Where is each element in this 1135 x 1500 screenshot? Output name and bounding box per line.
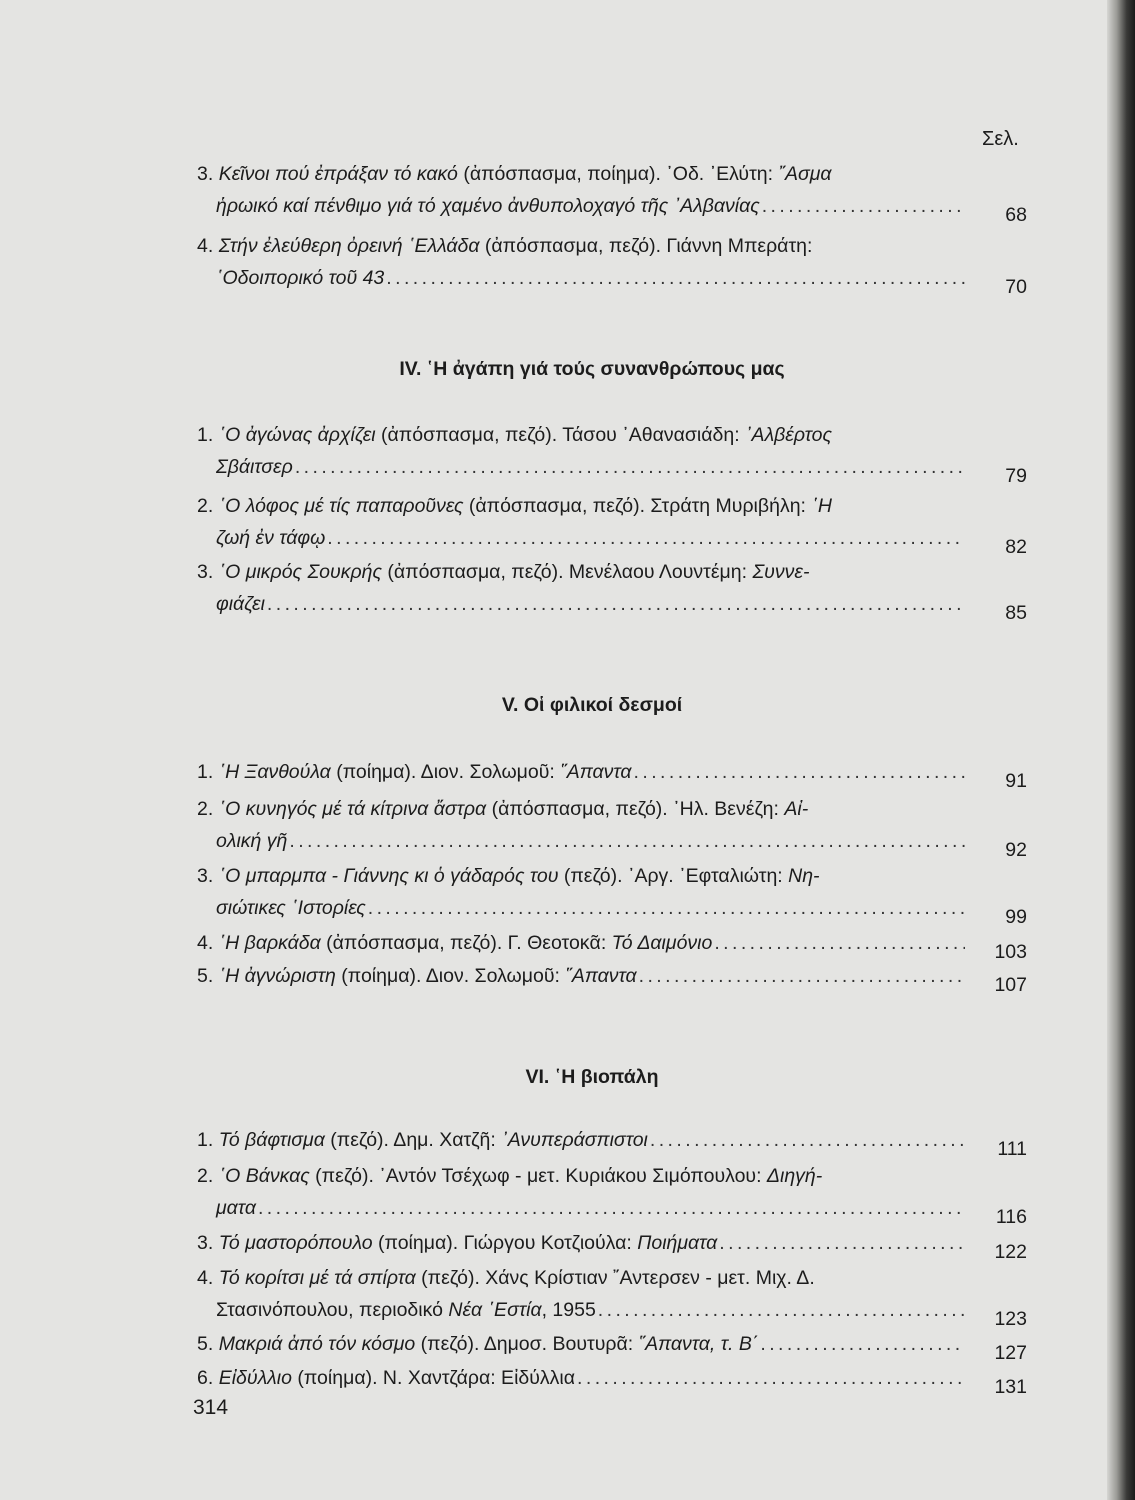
- entry-line: [197, 158, 1027, 190]
- entry-last-line: [197, 927, 1027, 963]
- book-spine-shadow: [1107, 0, 1135, 1500]
- entry-text: [216, 190, 760, 222]
- entry-text-segment: ῾Η: [811, 495, 832, 517]
- entry-text-segment: ἡρωικό καί πένθιμο γιά τό χαμένο ἀνθυπολοχαγό τῆς ᾽Αλβανίας: [216, 195, 760, 217]
- toc-entry: [197, 1262, 1027, 1330]
- entry-text-segment: Συννε-: [752, 561, 810, 583]
- entry-text-segment: 1.: [197, 424, 219, 446]
- entry-page-number: 91: [1005, 770, 1027, 792]
- entry-text-segment: φιάζει: [216, 593, 265, 615]
- entry-text-segment: ολική γῆ: [216, 830, 288, 852]
- entry-text-segment: Νέα ῾Εστία: [448, 1299, 542, 1321]
- dot-leader: [289, 825, 965, 857]
- entry-line: [197, 419, 1027, 451]
- entry-last-line: [197, 1294, 1027, 1330]
- entry-text-segment: (ἀπόσπασμα, πεζό). Γιάννη Μπεράτη:: [479, 235, 813, 257]
- entry-text-segment: ῾Η Ξανθούλα: [218, 761, 331, 783]
- entry-page-number: 127: [994, 1342, 1027, 1364]
- dot-leader: [327, 522, 965, 554]
- entry-text: [197, 756, 632, 788]
- toc-entry: [197, 793, 1027, 861]
- entry-text-segment: (πεζό). Δημοσ. Βουτυρᾶ:: [415, 1333, 639, 1355]
- entry-page-number: 99: [1005, 906, 1027, 928]
- entry-text-segment: ᾽Αλβέρτος: [745, 424, 832, 446]
- entry-text-segment: Στασινόπουλου, περιοδικό: [216, 1299, 449, 1321]
- dot-leader: [386, 262, 965, 294]
- entry-page-number: 123: [994, 1308, 1027, 1330]
- entry-text-segment: 6.: [197, 1367, 219, 1389]
- entry-text-segment: (πεζό). Δημ. Χατζῆ:: [324, 1129, 502, 1151]
- entry-last-line: [197, 756, 1027, 792]
- entry-text: [216, 588, 265, 620]
- entry-text-segment: 4.: [197, 932, 219, 954]
- dot-leader: [577, 1362, 965, 1394]
- entry-page-number: 122: [994, 1241, 1027, 1263]
- section-title: IV. ῾Η ἀγάπη γιά τούς συνανθρώπους μας: [399, 358, 785, 380]
- entry-text-segment: ῾Η ἀγνώριστη: [218, 965, 336, 987]
- entry-text-segment: 5.: [197, 1333, 219, 1355]
- entry-text: [216, 451, 293, 483]
- entry-line: [197, 1160, 1027, 1192]
- entry-text-segment: ῾Οδοιπορικό τοῦ 43: [216, 267, 385, 289]
- dot-leader: [639, 960, 965, 992]
- entry-text-segment: (ἀπόσπασμα, πεζό). Τάσου ᾽Αθανασιάδη:: [375, 424, 746, 446]
- entry-text-segment: , 1955: [541, 1299, 596, 1321]
- entry-page-number: 85: [1005, 602, 1027, 624]
- section-title: VI. ῾Η βιοπάλη: [525, 1066, 659, 1088]
- entry-line: [197, 230, 1027, 262]
- entry-text-segment: 1.: [197, 761, 219, 783]
- entry-text-segment: ῞Απαντα: [565, 965, 637, 987]
- entry-text-segment: (ἀπόσπασμα, πεζό). ᾽Ηλ. Βενέζη:: [486, 798, 785, 820]
- entry-page-number: 79: [1005, 465, 1027, 487]
- page-column-label: Σελ.: [982, 128, 1019, 150]
- entry-last-line: [197, 1362, 1027, 1398]
- entry-last-line: [197, 451, 1027, 487]
- entry-last-line: [197, 892, 1027, 928]
- entry-text: [216, 825, 287, 857]
- entry-text: [216, 892, 366, 924]
- entry-text-segment: Εἰδύλλιο: [218, 1367, 292, 1389]
- entry-text-segment: 3.: [197, 865, 219, 887]
- entry-last-line: [197, 588, 1027, 624]
- entry-text-segment: ῾Ο μπαρμπα - Γιάννης κι ὁ γάδαρός του: [218, 865, 559, 887]
- entry-text-segment: ᾽Ανυπεράσπιστοι: [501, 1129, 648, 1151]
- entry-line: [197, 1262, 1027, 1294]
- entry-last-line: [197, 1124, 1027, 1160]
- entry-text-segment: (πεζό). Χάνς Κρίστιαν ῎Αντερσεν - μετ. Μιχ. Δ.: [415, 1267, 815, 1289]
- entry-text-segment: (ποίημα). Διον. Σολωμοῦ:: [330, 761, 561, 783]
- entry-line: [197, 793, 1027, 825]
- section-title: V. Οἱ φιλικοί δεσμοί: [501, 694, 683, 716]
- entry-text-segment: Νη-: [788, 865, 820, 887]
- entry-last-line: [197, 960, 1027, 996]
- entry-text-segment: ῾Ο κυνηγός μέ τά κίτρινα ἄστρα: [218, 798, 487, 820]
- dot-leader: [295, 451, 965, 483]
- toc-entry: [197, 1328, 1027, 1364]
- entry-text-segment: 4.: [197, 1267, 219, 1289]
- entry-text: [197, 960, 637, 992]
- entry-text: [197, 1124, 648, 1156]
- entry-last-line: [197, 1227, 1027, 1263]
- dot-leader: [267, 588, 965, 620]
- toc-entry: [197, 960, 1027, 996]
- entry-text: [216, 522, 325, 554]
- entry-text-segment: 3.: [197, 163, 219, 185]
- entry-text: [197, 927, 712, 959]
- entry-text-segment: Τό βάφτισμα: [218, 1129, 325, 1151]
- entry-page-number: 92: [1005, 839, 1027, 861]
- dot-leader: [760, 1328, 965, 1360]
- entry-text: [216, 1294, 596, 1326]
- page-number: 314: [193, 1396, 229, 1419]
- entry-text-segment: Τό μαστορόπουλο: [218, 1232, 373, 1254]
- entry-text-segment: 3.: [197, 561, 219, 583]
- dot-leader: [634, 756, 965, 788]
- entry-text-segment: Διηγή-: [766, 1165, 823, 1187]
- entry-text-segment: (πεζό). ᾽Αργ. ᾽Εφταλιώτη:: [558, 865, 789, 887]
- entry-text-segment: Αἰ-: [784, 798, 809, 820]
- dot-leader: [368, 892, 965, 924]
- entry-page-number: 116: [995, 1206, 1027, 1228]
- entry-page-number: 131: [994, 1376, 1027, 1398]
- entry-text-segment: (πεζό). ᾽Αντόν Τσέχωφ - μετ. Κυριάκου Σιμόπουλου:: [309, 1165, 767, 1187]
- entry-text-segment: ῾Ο ἀγώνας ἀρχίζει: [218, 424, 376, 446]
- toc-entry: [197, 158, 1027, 226]
- entry-text-segment: ῎Ασμα: [778, 163, 832, 185]
- entry-text-segment: Τό Δαιμόνιο: [611, 932, 713, 954]
- entry-text-segment: Στήν ἐλεύθερη ὀρεινή ῾Ελλάδα: [218, 235, 480, 257]
- entry-text-segment: ῾Η βαρκάδα: [218, 932, 321, 954]
- entry-text-segment: (ποίημα). Γιώργου Κοτζιούλα:: [372, 1232, 638, 1254]
- entry-text-segment: (ἀπόσπασμα, πεζό). Μενέλαου Λουντέμη:: [381, 561, 753, 583]
- entry-text-segment: 4.: [197, 235, 219, 257]
- entry-text-segment: Σβάιτσερ: [216, 456, 293, 478]
- entry-page-number: 82: [1005, 536, 1027, 558]
- dot-leader: [714, 927, 965, 959]
- entry-page-number: 111: [997, 1138, 1027, 1160]
- entry-text-segment: 2.: [197, 798, 219, 820]
- dot-leader: [258, 1192, 965, 1224]
- entry-text-segment: Τό κορίτσι μέ τά σπίρτα: [218, 1267, 416, 1289]
- toc-entry: [197, 927, 1027, 963]
- entry-text-segment: 3.: [197, 1232, 219, 1254]
- entry-text-segment: 2.: [197, 495, 219, 517]
- entry-text-segment: 5.: [197, 965, 219, 987]
- entry-line: [197, 556, 1027, 588]
- entry-text-segment: (ποίημα). Ν. Χαντζάρα: Εἰδύλλια: [291, 1367, 576, 1389]
- toc-entry: [197, 1227, 1027, 1263]
- toc-entry: [197, 556, 1027, 624]
- entry-last-line: [197, 825, 1027, 861]
- entry-text: [216, 262, 384, 294]
- entry-page-number: 68: [1005, 204, 1027, 226]
- entry-text: [197, 1227, 717, 1259]
- dot-leader: [598, 1294, 965, 1326]
- toc-entry: [197, 419, 1027, 487]
- entry-last-line: [197, 1192, 1027, 1228]
- entry-text-segment: ῞Απαντα, τ. Β΄: [638, 1333, 759, 1355]
- entry-text-segment: (ἀπόσπασμα, πεζό). Γ. Θεοτοκᾶ:: [320, 932, 612, 954]
- entry-text-segment: Κεῖνοι πού ἐπράξαν τό κακό: [218, 163, 458, 185]
- entry-text-segment: (ποίημα). Διον. Σολωμοῦ:: [335, 965, 566, 987]
- toc-entry: [197, 860, 1027, 928]
- entry-text-segment: ῞Απαντα: [560, 761, 632, 783]
- entry-text-segment: ζωή ἐν τάφῳ: [216, 527, 326, 549]
- dot-leader: [762, 190, 965, 222]
- entry-last-line: [197, 1328, 1027, 1364]
- entry-last-line: [197, 190, 1027, 226]
- entry-last-line: [197, 522, 1027, 558]
- entry-text-segment: (ἀπόσπασμα, ποίημα). ᾽Οδ. ᾽Ελύτη:: [457, 163, 779, 185]
- entry-text-segment: Μακριά ἀπό τόν κόσμο: [218, 1333, 416, 1355]
- entry-text-segment: ματα: [216, 1197, 256, 1219]
- entry-last-line: [197, 262, 1027, 298]
- entry-text-segment: ῾Ο μικρός Σουκρής: [218, 561, 382, 583]
- dot-leader: [650, 1124, 965, 1156]
- dot-leader: [719, 1227, 965, 1259]
- entry-page-number: 103: [994, 941, 1027, 963]
- toc-entry: [197, 230, 1027, 298]
- entry-text-segment: 2.: [197, 1165, 219, 1187]
- entry-text-segment: σιώτικες ῾Ιστορίες: [216, 897, 366, 919]
- entry-text-segment: (ἀπόσπασμα, πεζό). Στράτη Μυριβήλη:: [463, 495, 812, 517]
- entry-page-number: 70: [1005, 276, 1027, 298]
- entry-text-segment: 1.: [197, 1129, 219, 1151]
- toc-entry: [197, 1124, 1027, 1160]
- entry-text-segment: Ποιήματα: [637, 1232, 718, 1254]
- entry-text: [197, 1328, 758, 1360]
- entry-page-number: 107: [994, 974, 1027, 996]
- toc-entry: [197, 1160, 1027, 1228]
- entry-text: [197, 1362, 575, 1394]
- entry-line: [197, 490, 1027, 522]
- entry-text-segment: ῾Ο Βάνκας: [218, 1165, 310, 1187]
- toc-entry: [197, 490, 1027, 558]
- entry-line: [197, 860, 1027, 892]
- entry-text: [216, 1192, 256, 1224]
- toc-entry: [197, 756, 1027, 792]
- toc-entry: [197, 1362, 1027, 1398]
- entry-text-segment: ῾Ο λόφος μέ τίς παπαροῦνες: [218, 495, 464, 517]
